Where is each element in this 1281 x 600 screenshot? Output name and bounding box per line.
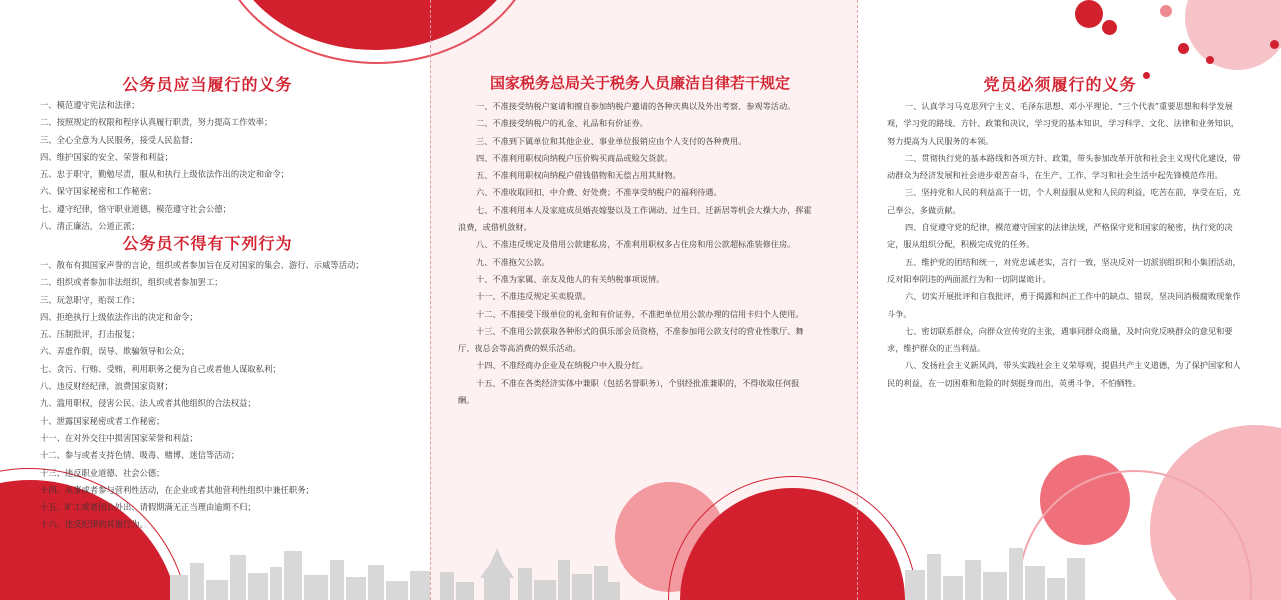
tax-integrity-rules-title: 国家税务总局关于税务人员廉洁自律若干规定 <box>489 74 790 92</box>
civil-servant-duties-list <box>40 97 289 235</box>
fold-line-left <box>430 0 431 600</box>
list-item: 十二、不准接受下级单位的礼金和有价证券，不准把单位用公款办理的信用卡归个人使用。 <box>476 308 804 319</box>
fold-line-right <box>857 0 858 600</box>
list-item: 八、清正廉洁，公道正派； <box>40 221 140 232</box>
dot-red-2 <box>1102 20 1117 35</box>
list-item: 七、不准利用本人及家庭成员婚丧嫁娶以及工作调动、过生日、迁新居等机会大操大办，挥霍浪费，或借机敛财。 <box>458 204 812 233</box>
dot-red-1 <box>1075 0 1103 28</box>
list-item: 五、不准利用职权向纳税户借钱借物和无偿占用其财物。 <box>476 170 681 181</box>
list-item: 一、不准接受纳税户宴请和擅自参加纳税户邀请的各种庆典以及外出考察、参观等活动。 <box>476 101 796 111</box>
party-member-duties-list <box>887 98 1243 392</box>
civil-servant-prohibited-list <box>40 257 364 534</box>
list-item: 八、不准违反规定及借用公款建私房，不准利用职权多占住房和用公款超标准装修住房。 <box>476 239 796 250</box>
list-item: 十二、参与或者支持色情、吸毒、赌博、迷信等活动； <box>40 450 240 461</box>
civil-servant-prohibited-title: 公务员不得有下列行为 <box>122 234 293 253</box>
list-item: 十一、不准违反规定买卖股票。 <box>476 291 591 302</box>
tax-integrity-rules-list <box>458 98 814 409</box>
list-item: 一、模范遵守宪法和法律； <box>40 100 140 110</box>
list-item: 三、不准到下属单位和其他企业、事业单位报销应由个人支付的各种费用。 <box>476 135 747 146</box>
temple-of-heaven-skyline <box>440 538 620 600</box>
list-item: 九、不准拖欠公款。 <box>476 256 550 267</box>
list-item: 十四、从事或者参与营利性活动，在企业或者其他营利性组织中兼任职务； <box>40 484 314 495</box>
party-member-duties-title: 党员必须履行的义务 <box>983 75 1137 94</box>
list-item: 十一、在对外交往中损害国家荣誉和利益； <box>40 432 198 443</box>
list-item: 六、切实开展批评和自我批评，勇于揭露和纠正工作中的缺点、错误，坚决同消极腐败现象作斗争。 <box>887 291 1241 319</box>
list-item: 十三、违反职业道德、社会公德； <box>40 467 165 478</box>
list-item: 十四、不准经商办企业及在纳税户中入股分红。 <box>476 360 648 371</box>
list-item: 八、违反财经纪律，浪费国家资财； <box>40 381 173 392</box>
list-item: 八、发扬社会主义新风尚，带头实践社会主义荣辱观，提倡共产主义道德，为了保护国家和人民的利益，在一切困难和危险的时刻挺身而出，英勇斗争，不怕牺牲。 <box>887 360 1241 388</box>
dot-red-5 <box>1270 40 1279 49</box>
list-item: 五、忠于职守，勤勉尽责，服从和执行上级依法作出的决定和命令； <box>40 169 289 180</box>
list-item: 四、拒绝执行上级依法作出的决定和命令； <box>40 311 198 322</box>
list-item: 一、散布有损国家声誉的言论，组织或者参加旨在反对国家的集会、游行、示威等活动； <box>40 260 364 270</box>
list-item: 十六、违反纪律的其他行为。 <box>40 519 148 530</box>
list-item: 七、密切联系群众，向群众宣传党的主张，遇事同群众商量，及时向党反映群众的意见和要求，维护群众的正当利益。 <box>887 325 1233 354</box>
list-item: 三、全心全意为人民服务，接受人民监督； <box>40 134 198 145</box>
list-item: 七、遵守纪律，恪守职业道德，模范遵守社会公德； <box>40 203 231 214</box>
list-item: 六、不准收取回扣、中介费、好处费；不准享受纳税户的福利待遇。 <box>476 187 722 198</box>
list-item: 二、贯彻执行党的基本路线和各项方针、政策，带头参加改革开放和社会主义现代化建设，带动群众为经济发展和社会进步艰苦奋斗，在生产、工作、学习和社会生活中起先锋模范作用。 <box>887 152 1241 181</box>
list-item: 四、自觉遵守党的纪律，模范遵守国家的法律法规，严格保守党和国家的秘密，执行党的决定，服从组织分配，积极完成党的任务。 <box>887 222 1233 250</box>
list-item: 六、保守国家秘密和工作秘密； <box>40 186 157 197</box>
city-skyline-right <box>905 540 1085 600</box>
city-skyline-left <box>170 545 430 600</box>
list-item: 四、不准利用职权向纳税户压价购买商品或赊欠货款。 <box>476 152 673 163</box>
list-item: 二、不准接受纳税户的礼金、礼品和有价证券。 <box>476 118 648 129</box>
dot-red-3 <box>1178 43 1189 54</box>
list-item: 五、维护党的团结和统一，对党忠诚老实，言行一致，坚决反对一切派别组织和小集团活动，反对阳奉阴违的两面派行为和一切阴谋诡计。 <box>887 256 1241 284</box>
list-item: 二、组织或者参加非法组织，组织或者参加罢工； <box>40 277 223 288</box>
list-item: 三、坚持党和人民的利益高于一切，个人利益服从党和人民的利益，吃苦在前，享受在后，克己奉公，多做贡献。 <box>887 187 1241 215</box>
list-item: 十三、不准用公款获取各种形式的俱乐部会员资格，不准参加用公款支付的营业性歌厅、舞厅、夜总会等高消费的娱乐活动。 <box>458 325 804 354</box>
list-item: 四、维护国家的安全、荣誉和利益； <box>40 151 173 162</box>
list-item: 七、贪污、行贿、受贿，利用职务之便为自己或者他人谋取私利； <box>40 363 281 374</box>
list-item: 九、滥用职权，侵害公民、法人或者其他组织的合法权益； <box>40 398 256 409</box>
civil-servant-duties-title: 公务员应当履行的义务 <box>122 75 293 94</box>
dot-pink-1 <box>1160 5 1172 17</box>
dot-red-4 <box>1206 56 1214 64</box>
list-item: 二、按照规定的权限和程序认真履行职责，努力提高工作效率； <box>40 117 273 128</box>
list-item: 十、不准为家属、亲友及他人的有关纳税事项说情。 <box>476 273 665 284</box>
list-item: 十、泄露国家秘密或者工作秘密； <box>40 415 165 426</box>
list-item: 三、玩忽职守，贻误工作； <box>40 294 140 305</box>
list-item: 十五、不准在各类经济实体中兼职（包括名誉职务），个别经批准兼职的，不得收取任何报酬。 <box>458 377 800 406</box>
list-item: 五、压制批评，打击报复； <box>40 329 140 340</box>
list-item: 十五、旷工或者因公外出、请假期满无正当理由逾期不归； <box>40 502 256 513</box>
list-item: 六、弄虚作假，误导、欺骗领导和公众； <box>40 346 190 357</box>
list-item: 一、认真学习马克思列宁主义、毛泽东思想、邓小平理论、“三个代表”重要思想和科学发展观，学习党的路线、方针、政策和决议，学习党的基本知识，学习科学、文化、法律和业务知识，努力提高为人民服务的本领。 <box>887 101 1240 146</box>
